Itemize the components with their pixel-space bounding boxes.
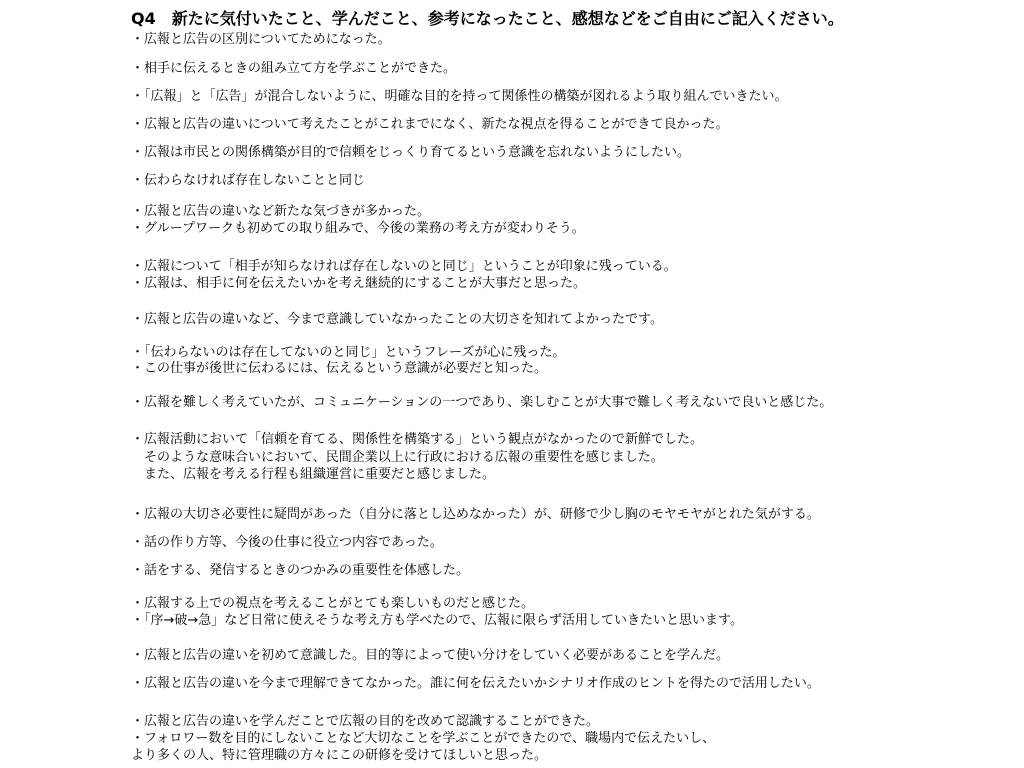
response-line: ・広報活動において「信頼を育てる、関係性を構築する」という観点がなかったので新鮮でした。 bbox=[131, 432, 704, 447]
response-line: ・「伝わらないのは存在してないのと同じ」というフレーズが心に残った。 bbox=[131, 345, 566, 360]
response-line: ・この仕事が後世に伝わるには、伝えるという意識が必要だと知った。 bbox=[131, 361, 548, 376]
response-line: また、広報を考える行程も組織運営に重要だと感じました。 bbox=[131, 467, 496, 482]
response-line: ・広報は、相手に何を伝えたいかを考え継続的にすることが大事だと思った。 bbox=[131, 276, 587, 291]
response-line: ・広報と広告の違いなど、今まで意識していなかったことの大切さを知れてよかったです。 bbox=[131, 312, 663, 327]
response-line: ・「広報」と「広告」が混合しないように、明確な目的を持って関係性の構築が図れるよう取り組んでいきたい。 bbox=[131, 89, 788, 104]
response-line: ・広報と広告の違いなど新たな気づきが多かった。 bbox=[131, 204, 431, 219]
question-title: Q4 新たに気付いたこと、学んだこと、参考になったこと、感想などをご自由にご記入ください。 bbox=[131, 9, 844, 28]
response-line: ・広報する上での視点を考えることがとても楽しいものだと感じた。 bbox=[131, 596, 535, 611]
response-line: ・広報の大切さ必要性に疑問があった（自分に落とし込めなかった）が、研修で少し胸のモヤモヤがとれた気がする。 bbox=[131, 507, 820, 522]
response-line: ・広報と広告の違いを学んだことで広報の目的を改めて認識することができた。 bbox=[131, 714, 600, 729]
response-line: ・広報を難しく考えていたが、コミュニケーションの一つであり、楽しむことが大事で難しく考えないで良いと感じた。 bbox=[131, 395, 833, 410]
response-line: ・「序→破→急」など日常に使えそうな考え方も学べたので、広報に限らず活用していきたいと思います。 bbox=[131, 613, 743, 628]
response-line: ・グループワークも初めての取り組みで、今後の業務の考え方が変わりそう。 bbox=[131, 221, 585, 236]
response-line: ・話の作り方等、今後の仕事に役立つ内容であった。 bbox=[131, 535, 443, 550]
response-line: ・広報について「相手が知らなければ存在しないのと同じ」ということが印象に残っている。 bbox=[131, 259, 677, 274]
response-line: ・広報と広告の区別についてためになった。 bbox=[131, 32, 391, 47]
response-line: ・広報は市民との関係構築が目的で信頼をじっくり育てるという意識を忘れないようにしたい。 bbox=[131, 145, 691, 160]
response-line: ・フォロワー数を目的にしないことなど大切なことを学ぶことができたので、職場内で伝えたいし、 bbox=[131, 731, 716, 746]
response-line: ・広報と広告の違いを今まで理解できてなかった。誰に何を伝えたいかシナリオ作成のヒントを得たので活用したい。 bbox=[131, 676, 820, 691]
response-line: ・伝わらなければ存在しないことと同じ bbox=[131, 173, 366, 188]
response-line: より多くの人、特に管理職の方々にこの研修を受けてほしいと思った。 bbox=[131, 748, 548, 763]
response-line: ・広報と広告の違いを初めて意識した。目的等によって使い分けをしていく必要があることを学んだ。 bbox=[131, 648, 730, 663]
response-line: ・話をする、発信するときのつかみの重要性を体感した。 bbox=[131, 563, 470, 578]
response-line: ・相手に伝えるときの組み立て方を学ぶことができた。 bbox=[131, 61, 457, 76]
response-line: ・広報と広告の違いについて考えたことがこれまでになく、新たな視点を得ることができて良かった。 bbox=[131, 117, 729, 132]
response-line: そのような意味合いにおいて、民間企業以上に行政における広報の重要性を感じました。 bbox=[131, 450, 664, 465]
